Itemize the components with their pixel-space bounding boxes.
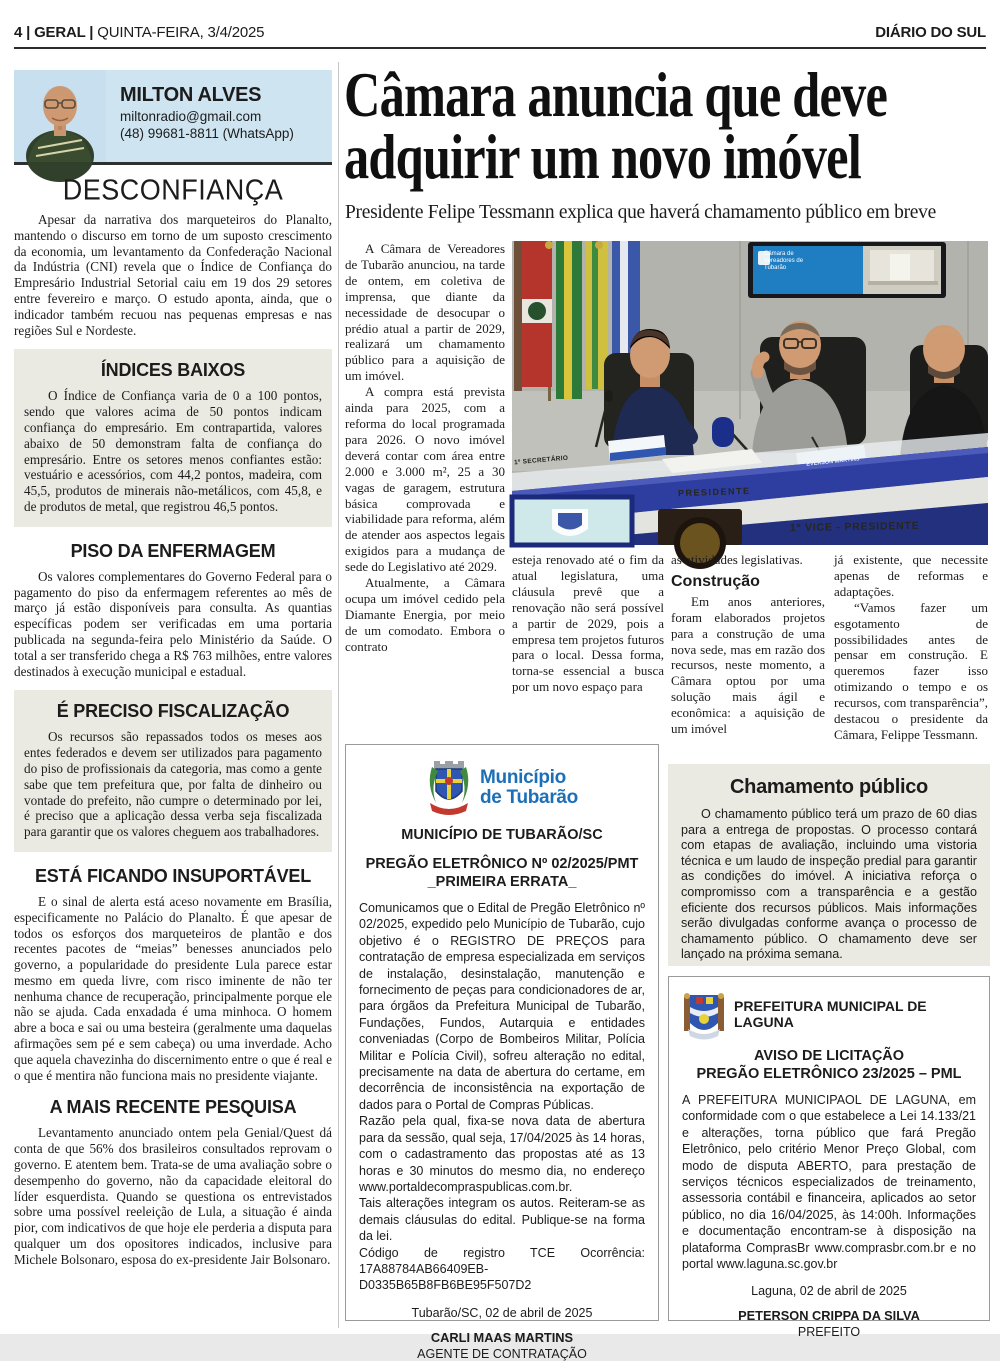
tubarao-body-paragraph: Comunicamos que o Edital de Pregão Eletrônico nº 02/2025, expedido pelo Município de Tubarão, cujo objetivo é o REGISTRO DE PREÇOS para contratação de empresa especializada em serviços de instalação, desinstalação, manutenção e fornecimento de peças para condicionadores de ar, para órgãos da Prefeitura Municipal de Tubarão, Fundações, Fundos, Autarquia e entidades conveniadas (Corpo de Bombeiros Militar, Polícia Militar e Polícia Civil), sofreu alteração no edital, precisamente na data de abertura do certame, em decorrência de inconsistência na exportação de dados para o Portal de Compras Públicas.: [359, 901, 645, 1112]
desk-label-secretary: 1º SECRETÁRIO: [513, 454, 569, 467]
crest-panel: [512, 497, 632, 545]
rail-section-body: O Índice de Confiança varia de 0 a 100 pontos, sendo que valores acima de 50 pontos indicam confiança do empresário. Em contrapartida, valores abaixo de 50 demonstram falta de confiança do empresário. Entre os setores menos confiantes estão: vestuário e acessórios, com 44,2 pontos, madeira, com 45,5, produtos de minerais não-metálicos, com 45,8, e de produtos de metal, que registrou 46,5 pontos.: [24, 388, 322, 514]
tubarao-logo-text: [480, 768, 578, 808]
rail-section-title: ÍNDICES BAIXOS: [100, 360, 246, 381]
desk-label-vice-president: 1º VICE - PRESIDENTE: [789, 519, 920, 535]
laguna-org-name: PREFEITURA MUNICIPAL DE LAGUNA: [734, 998, 927, 1030]
chamamento-box: [668, 764, 990, 966]
columnist-name: MILTON ALVES: [120, 84, 262, 106]
laguna-crest-icon: [682, 989, 726, 1039]
chamamento-title: Chamamento público: [730, 776, 928, 798]
tubarao-signer-name: CARLI MAAS MARTINS: [430, 1329, 574, 1345]
tubarao-notice-subtitle: _PRIMEIRA ERRATA_: [427, 874, 577, 890]
desk-label-president: PRESIDENTE: [677, 485, 751, 499]
tubarao-org-name: MUNICÍPIO DE TUBARÃO/SC: [401, 827, 603, 843]
folio-date: QUINTA-FEIRA, 3/4/2025: [97, 24, 265, 41]
laguna-header: [682, 989, 976, 1039]
laguna-dateline: Laguna, 02 de abril de 2025: [751, 1284, 907, 1299]
nameplate-everson-martins: EVERSON MARTINS: [806, 456, 860, 468]
rail-gray-box: [14, 690, 332, 852]
laguna-notice-title: AVISO DE LICITAÇÃO: [753, 1048, 905, 1064]
columnist-email: miltonradio@gmail.com: [120, 109, 262, 124]
columnist-info: [106, 70, 332, 162]
legal-notice-laguna: [668, 976, 990, 1340]
tubarao-body-paragraph: Tais alterações integram os autos. Reiteram-se as demais cláusulas do edital. Publique-se na forma da lei.: [359, 1196, 645, 1244]
laguna-signer-role: PREFEITO: [797, 1325, 861, 1340]
page-header: [14, 24, 986, 41]
rail-section-title: DESCONFIANÇA: [62, 174, 284, 206]
rail-section-title: É PRECISO FISCALIZAÇÃO: [56, 701, 290, 722]
article-column-1: [345, 241, 505, 721]
rail-section-title: PISO DA ENFERMAGEM: [70, 540, 276, 561]
tubarao-logo: [359, 759, 645, 817]
article-paragraph: “Vamos fazer um esgotamento de possibilidades antes de pensar em construção. E queremos fazer isso otimizando o tempo e os recursos, com transparência”, destacou o presidente da Câmara, Felippe Tessmann.: [834, 599, 988, 742]
article-headline: [344, 60, 992, 192]
columnist-photo: [14, 70, 106, 162]
columnist-card: [14, 70, 332, 165]
article-subhead: Presidente Felipe Tessmann explica que haverá chamamento público em breve: [345, 202, 936, 223]
article-paragraph: Atualmente, a Câmara ocupa um imóvel cedido pela Diamante Energia, por meio de um comodato. Embora o contrato: [345, 575, 505, 654]
tubarao-registry-code: Código de registro TCE Ocorrência: 17A88784AB66409EB-D0335B65B8FB6BE95F507D2: [359, 1245, 645, 1293]
laguna-body-paragraph: A PREFEITURA MUNICIPAOL DE LAGUNA, em conformidade com o que estabelece a Lei 14.133/21 e alterações, torna público que fará Pregão Eletrônico, pelo critério Menor Preço Global, com modo de disputa ABERTO, para prestação de serviços técnicos especializados de treinamento, assessoria contábil e financeira, aplicados ao setor público, no dia 16/04/2025, às 14:00h. Informações e documentação encontram-se à disposição na plataforma ComprasBr www.comprasbr.com.br e no portal www.laguna.sc.gov.br: [682, 1093, 976, 1272]
tubarao-crest-icon: [426, 759, 472, 817]
tubarao-notice-title: PREGÃO ELETRÔNICO Nº 02/2025/PMT: [365, 856, 639, 872]
rail-section-body: E o sinal de alerta está aceso novamente em Brasília, especificamente no Palácio do Planalto. É que apesar de todos os esforços dos marqueteiros de plantão e dos recentes pacotes de “meias” benesses anunciados pelo governo, a popularidade do presidente Lula parece estar mesmo em queda livre, com risco iminente de não ter nenhuma chance de recuperação, principalmente porque ele não se ajuda. Cada enxadada é uma minhoca. O homem abre a boca e sai ou uma besteira (geralmente uma daquelas afirmações sem pé e sem cabeça) ou uma inverdade. Acho que aquela chavezinha do discernimento entre o que é real e o que é mentira não funciona mais no presidente viajante.: [14, 893, 332, 1083]
rail-gray-box: [14, 349, 332, 526]
article-column-3: [671, 552, 825, 737]
folio: [14, 24, 264, 41]
columnist-phone: (48) 99681-8811 (WhatsApp): [120, 126, 294, 141]
article-crosshead: Construção: [671, 572, 760, 590]
article-paragraph: A compra está prevista ainda para 2025, com a reforma do local programada para 2026. O novo imóvel deverá contar com área entre 2.000 e 3.000 m², 25 a 30 vagas de garagem, estrutura básica comprovada e viabilidade para reforma, além de atender aos aspectos legais exigidos para a mudança de sede do Legislativo até 2029.: [345, 384, 505, 575]
tv-screen-text: Câmara de Vereadores de Tubarão: [764, 251, 804, 271]
rail-section-title: A MAIS RECENTE PESQUISA: [49, 1097, 297, 1118]
chamamento-body: O chamamento público terá um prazo de 60 dias para a entrega de propostas. O processo contará com etapas de avaliação, incluindo uma vistoria técnica e um laudo de inspeção predial para garantir as condições do imóvel. A iniciativa reforça o compromisso com a transparência e a gestão eficiente dos recursos públicos. Mais informações serão divulgadas conforme avança o processo de chamamento público. O chamamento deve ser lançado na próxima semana.: [681, 807, 977, 962]
rail-section-body: Apesar da narrativa dos marqueteiros do Planalto, mantendo o discurso em torno de um suposto crescimento da economia, um levantamento da Confederação Nacional da Indústria (CNI) revela que o Índice de Confiança do Empresário Industrial Setorial caiu em 19 dos 29 setores entre fevereiro e março. O estudo aponta, ainda, que o indicador também recuou nas pequenas empresas e nas regiões Sul e Nordeste.: [14, 212, 332, 338]
tubarao-logo-line-2: de Tubarão: [480, 787, 578, 808]
columnist-portrait-art: [14, 70, 106, 162]
article-column-4: [834, 552, 988, 743]
article-paragraph: já existente, que necessite apenas de reformas e adaptações.: [834, 552, 988, 599]
article-paragraph: esteja renovado até o fim da atual legislatura, uma cláusula prevê que a renovação não será possível a partir de 2029, pois a empresa tem projetos futuros para o local. Dessa forma, torna-se essencial a busca por um novo espaço para: [512, 552, 664, 695]
rail-section-body: Os recursos são repassados todos os meses aos entes federados e devem ser utilizados para pagamento do piso de profissionais da categoria, mas como a gente sabe que tem prefeitura que, por falta de dinheiro ou vontade do prefeito, não cumpre o determinado por lei, é preciso que a aplicação dessa verba seja fiscalizada para garantir que os valores cheguem aos trabalhadores.: [24, 729, 322, 840]
headline-line-1: Câmara anuncia que deve: [344, 60, 888, 130]
column-divider: [338, 62, 339, 1328]
tubarao-signer-role: AGENTE DE CONTRATAÇÃO: [417, 1346, 587, 1361]
rail-section-body: Os valores complementares do Governo Federal para o pagamento do piso da enfermagem referentes ao mês de março já estão disponíveis para consulta. As quantias específicas podem ser verificadas em uma portaria publicada na segunda-feira pelo Ministério da Saúde. O total a ser transferido chega a R$ 763 milhões, entre valores destinados à execução municipal e estadual.: [14, 568, 332, 679]
header-rule: [14, 47, 986, 49]
folio-section: 4 | GERAL |: [14, 24, 94, 41]
tubarao-logo-line-1: Município: [480, 767, 566, 788]
laguna-notice-subtitle: PREGÃO ELETRÔNICO 23/2025 – PML: [696, 1066, 962, 1082]
headline-line-2: adquirir um novo imóvel: [344, 122, 861, 192]
tubarao-body-paragraph: Razão pela qual, fixa-se nova data de abertura para da sessão, qual seja, 17/04/2025 às 14 horas, com o cadastramento das propostas até as 13 horas e 30 minutos do mesmo dia, no endereço www.portaldecompraspublicas.com.br.: [359, 1114, 645, 1194]
opinion-column: [14, 70, 332, 1330]
article-paragraph: Em anos anteriores, foram elaborados projetos para a construção de uma nova sede, mas em razão dos recursos, neste momento, a Câmara optou por uma solução mais ágil e econômica: a aquisição de um imóvel: [671, 593, 825, 737]
article-column-2: [512, 552, 664, 695]
photo-art: [512, 241, 988, 545]
article-paragraph: as atividades legislativas.: [671, 552, 803, 567]
rail-section-title: ESTÁ FICANDO INSUPORTÁVEL: [34, 865, 311, 886]
press-conference-photo: [512, 241, 988, 545]
legal-notice-tubarao: [345, 744, 659, 1361]
article-paragraph: A Câmara de Vereadores de Tubarão anunciou, na tarde de ontem, em coletiva de imprensa, que diante da necessidade de desocupar o prédio atual a partir de 2029, realizará um chamamento público para a aquisição de um imóvel.: [345, 241, 505, 384]
laguna-signer-name: PETERSON CRIPPA DA SILVA: [738, 1308, 920, 1324]
rail-section-body: Levantamento anunciado ontem pela Genial/Quest dá conta de que 56% dos brasileiros consultados reprovam o governo. E atentem bem. Trata-se de uma avaliação sobre o desempenho do governo, não da capacidade eleitoral do líder esquerdista. Quando se questiona os entrevistados sobre uma possível reeleição de Lula, a situação é ainda pior, com indicativos de que hoje ele perderia a disputa para qualquer um dos opositores indicados, inclusive para Michele Bolsonaro, esposa do ex-presidente Jair Bolsonaro.: [14, 1125, 332, 1267]
masthead: DIÁRIO DO SUL: [875, 24, 986, 41]
tubarao-dateline: Tubarão/SC, 02 de abril de 2025: [411, 1305, 593, 1320]
